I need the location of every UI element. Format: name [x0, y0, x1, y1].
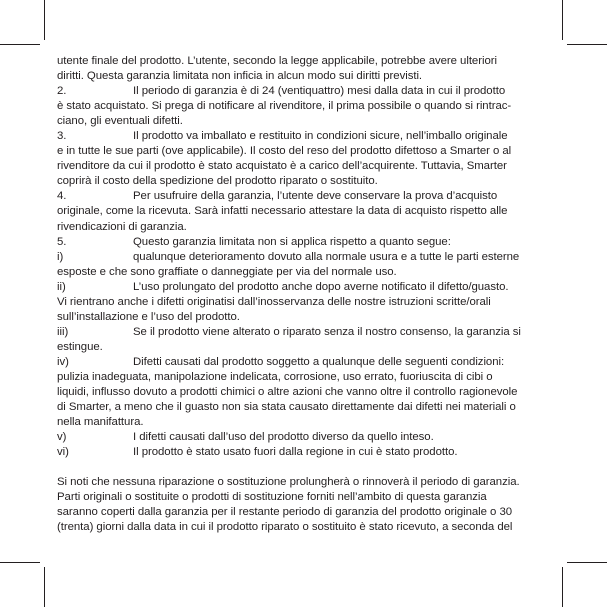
clause-text: Il prodotto va imballato e restituito in condizioni sicure, nell’imballo originale: [133, 130, 508, 143]
clause-line: estingue.: [57, 340, 103, 353]
exclusion-iv: [57, 355, 553, 370]
exclusion-vi: [57, 445, 553, 460]
clause-line: ciano, gli eventuali difetti.: [57, 115, 183, 128]
clause-number: vi): [57, 446, 69, 459]
clause-line: nella manifattura.: [57, 416, 144, 429]
warranty-text: [57, 54, 553, 536]
crop-mark-bottom-left: [44, 567, 45, 607]
exclusion-v: [57, 430, 553, 445]
clause-4: [57, 189, 553, 204]
clause-text: Il periodo di garanzia è di 24 (ventiquattro) mesi dalla data in cui il prodotto: [133, 85, 506, 98]
crop-mark-bottom-right: [562, 567, 563, 607]
clause-number: 5.: [57, 235, 67, 248]
clause-line: rivendicazioni di garanzia.: [57, 220, 187, 233]
crop-mark-top-right: [562, 0, 563, 40]
intro-line: utente finale del prodotto. L’utente, secondo la legge applicabile, potrebbe avere ulteriori: [57, 55, 497, 67]
clause-number: 3.: [57, 130, 67, 143]
clause-number: 2.: [57, 85, 67, 98]
clause-2: [57, 84, 553, 99]
crop-mark-right-top: [567, 44, 607, 45]
clause-text: Difetti causati dal prodotto soggetto a qualunque delle seguenti condizioni:: [133, 355, 505, 368]
closing-line: Si noti che nessuna riparazione o sostituzione prolungherà o rinnoverà il periodo di garanzia.: [57, 476, 520, 489]
crop-mark-left-top: [0, 44, 40, 45]
clause-number: iv): [57, 355, 69, 368]
clause-line: originale, come la ricevuta. Sarà infatti necessario attestare la data di acquisto rispetto alle: [57, 205, 508, 218]
exclusion-iii: [57, 325, 553, 340]
paragraph-spacer: [57, 460, 553, 475]
closing-line: (trenta) giorni dalla data in cui il prodotto riparato o sostituito è stato ricevuto, a seconda del: [57, 521, 513, 534]
closing-line: saranno coperti dalla garanzia per il restante periodo di garanzia del prodotto originale o 30: [57, 506, 513, 519]
exclusion-ii: [57, 280, 553, 295]
clause-text: Il prodotto è stato usato fuori dalla regione in cui è stato prodotto.: [133, 446, 458, 459]
clause-number: i): [57, 250, 64, 263]
clause-number: ii): [57, 280, 66, 293]
clause-line: sull’installazione e l’uso del prodotto.: [57, 310, 240, 323]
closing-line: Parti originali o sostituite o prodotti di sostituzione forniti nell’ambito di questa garanzia: [57, 491, 487, 504]
clause-line: è stato acquistato. Si prega di notificare al rivenditore, il prima possibile o quando si rintrac-: [57, 100, 512, 113]
clause-3: [57, 129, 553, 144]
clause-5: [57, 235, 553, 250]
clause-line: coprirà il costo della spedizione del prodotto riparato o sostituito.: [57, 175, 378, 188]
clause-line: esposte e che sono graffiate o danneggiate per via del normale uso.: [57, 265, 397, 278]
clause-line: liquidi, influsso dovuto a prodotti chimici o altre azioni che vanno oltre il controllo ragionevole: [57, 386, 518, 399]
clause-text: I difetti causati dall’uso del prodotto diverso da quello inteso.: [133, 431, 434, 444]
clause-line: e in tutte le sue parti (ove applicabile). Il costo del reso del prodotto difettoso a Smarter o al: [57, 145, 512, 158]
exclusion-i: [57, 250, 553, 265]
crop-mark-right-bottom: [567, 562, 607, 563]
crop-mark-top-left: [44, 0, 45, 40]
intro-line: diritti. Questa garanzia limitata non inficia in alcun modo sui diritti previsti.: [57, 70, 423, 83]
crop-mark-left-bottom: [0, 562, 40, 563]
clause-text: L’uso prolungato del prodotto anche dopo averne notificato il difetto/guasto.: [133, 280, 509, 293]
clause-text: Se il prodotto viene alterato o riparato senza il nostro consenso, la garanzia si: [133, 325, 521, 338]
clause-number: v): [57, 431, 67, 444]
clause-line: pulizia inadeguata, manipolazione indelicata, corrosione, uso errato, fuoriuscita di cibi o: [57, 370, 493, 383]
clause-line: Vi rientrano anche i difetti originatisi dall’inosservanza delle nostre istruzioni scritte/orali: [57, 295, 491, 308]
clause-text: qualunque deterioramento dovuto alla normale usura e a tutte le parti esterne: [133, 250, 520, 263]
clause-number: 4.: [57, 190, 67, 203]
clause-line: rivenditore da cui il prodotto è stato acquistato è a carico dell’acquirente. Tuttavia, Smarter: [57, 160, 507, 173]
clause-text: Per usufruire della garanzia, l’utente deve conservare la prova d’acquisto: [133, 190, 498, 203]
clause-text: Questo garanzia limitata non si applica rispetto a quanto segue:: [133, 235, 451, 248]
clause-line: di Smarter, a meno che il guasto non sia stata causato direttamente dai difetti nei materiali o: [57, 401, 516, 414]
clause-number: iii): [57, 325, 69, 338]
